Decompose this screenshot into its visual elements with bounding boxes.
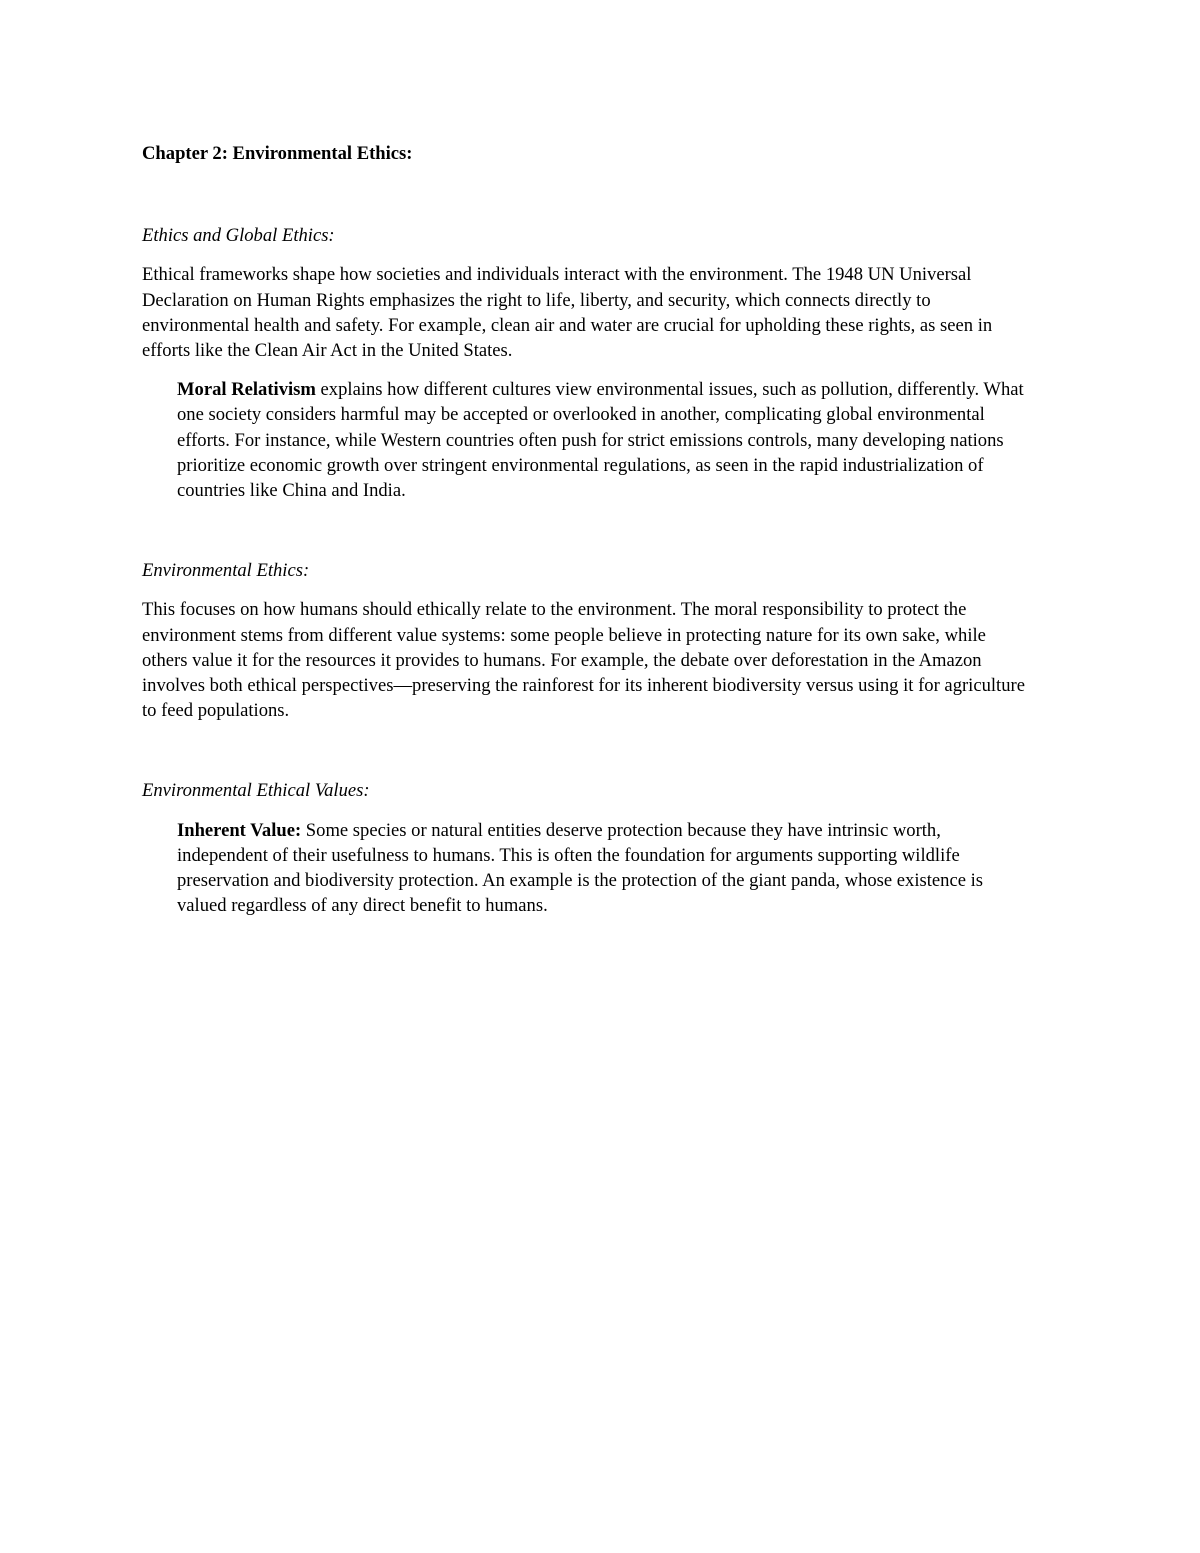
paragraph-moral-relativism <box>177 377 1032 503</box>
document-content <box>142 141 1032 918</box>
section-heading-environmental-ethical-values: Environmental Ethical Values: <box>142 780 370 802</box>
inherent-value-text: Some species or natural entities deserve protection because they have intrinsic worth, independent of their usefulness to humans. This is often the foundation for arguments supporting wildlife preservation and biodiversity protection. An example is the protection of the giant panda, whose existence is valued regardless of any direct benefit to humans. <box>177 819 984 917</box>
chapter-title: Chapter 2: Environmental Ethics: <box>142 143 413 164</box>
term-moral-relativism: Moral Relativism <box>177 379 316 401</box>
paragraph-environmental-ethics: This focuses on how humans should ethically relate to the environment. The moral responsibility to protect the environment stems from different value systems: some people believe in protecting nature for its own sake, while others value it for the resources it provides to humans. For example, the debate over deforestation in the Amazon involves both ethical perspectives—preserving the rainforest for its inherent biodiversity versus using it for agriculture to feed populations. <box>142 599 1025 722</box>
moral-relativism-text: explains how different cultures view environmental issues, such as pollution, differently. What one society considers harmful may be accepted or overlooked in another, complicating global environmental efforts. For instance, while Western countries often push for strict emissions controls, many developing nations prioritize economic growth over stringent environmental regulations, as seen in the rapid industrialization of countries like China and India. <box>177 379 1024 502</box>
term-inherent-value: Inherent Value: <box>177 819 302 841</box>
paragraph-inherent-value <box>177 818 1032 919</box>
section-heading-environmental-ethics: Environmental Ethics: <box>142 560 310 582</box>
paragraph-ethical-frameworks: Ethical frameworks shape how societies and individuals interact with the environment. The 1948 UN Universal Declaration on Human Rights emphasizes the right to life, liberty, and security, which connects directly to environmental health and safety. For example, clean air and water are crucial for upholding these rights, as seen in efforts like the Clean Air Act in the United States. <box>142 264 993 362</box>
section-heading-ethics-and-global-ethics: Ethics and Global Ethics: <box>142 225 335 247</box>
